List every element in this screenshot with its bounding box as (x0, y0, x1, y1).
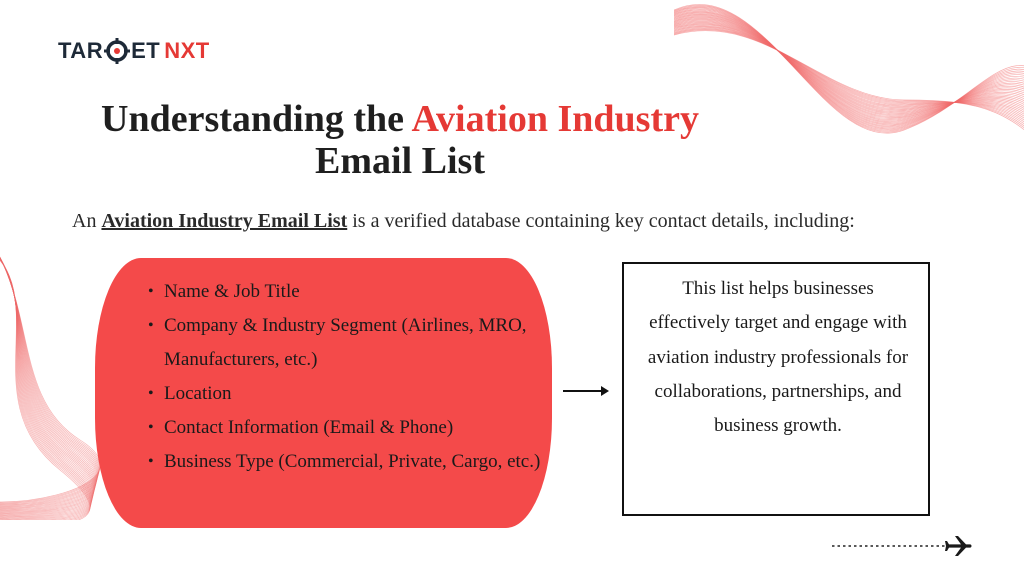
crosshair-target-icon (104, 38, 130, 64)
list-item: • Business Type (Commercial, Private, Cargo, etc.) (148, 445, 548, 479)
page-title (60, 98, 740, 182)
logo-text-part2: ET (131, 38, 161, 63)
intro-paragraph (72, 208, 992, 234)
summary-text: This list helps businesses effectively target and engage with aviation industry professionals for collaborations, partnerships, and business growth. (647, 278, 909, 437)
aviation-email-list-link[interactable]: Aviation Industry Email List (101, 210, 348, 232)
list-item: • Name & Job Title (148, 275, 548, 309)
airplane-icon (830, 534, 972, 558)
title-accent: Aviation Industry (411, 98, 699, 140)
list-item: • Company & Industry Segment (Airlines, MRO, Manufacturers, etc.) (148, 309, 548, 377)
intro-suffix: is a verified database containing key contact details, including: (347, 210, 855, 232)
list-item: • Location (148, 377, 548, 411)
arrow-right-icon (563, 384, 609, 398)
logo-text-part1: TAR (58, 38, 104, 63)
company-logo (58, 31, 210, 71)
list-item: • Contact Information (Email & Phone) (148, 411, 548, 445)
logo-text-part3: NXT (164, 38, 210, 63)
details-list (148, 275, 548, 479)
title-suffix: Email List (315, 140, 485, 182)
intro-prefix: An (72, 210, 102, 232)
decorative-wave-left (0, 190, 110, 520)
title-prefix: Understanding the (101, 98, 412, 140)
